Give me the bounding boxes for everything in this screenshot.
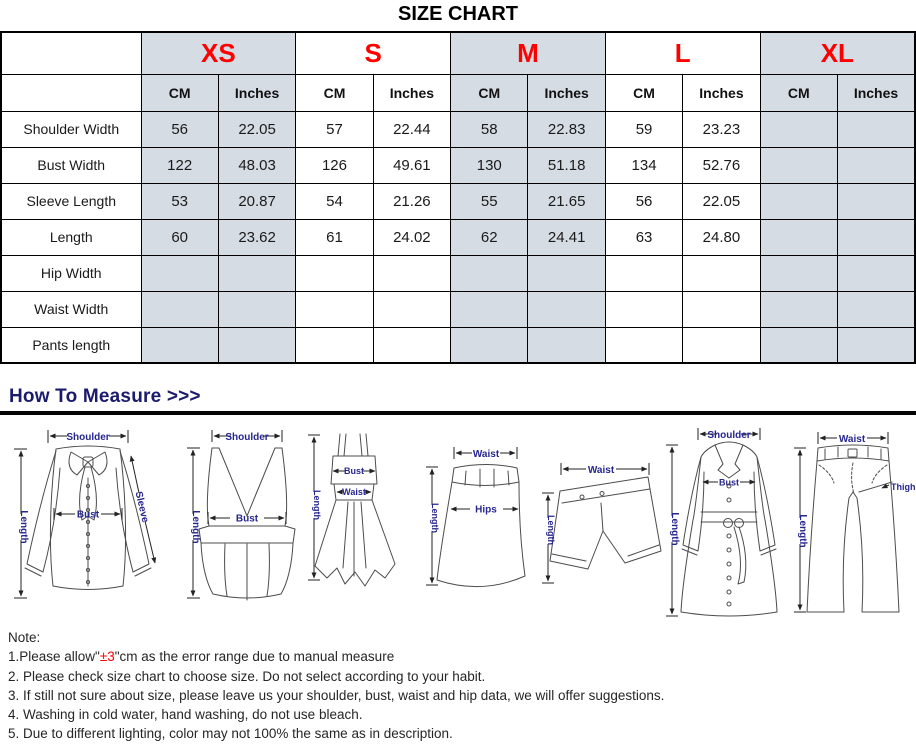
- value-cell: [838, 255, 915, 291]
- unit-header: CM: [760, 74, 837, 111]
- notes-heading: Note:: [8, 630, 41, 645]
- value-cell: 62: [451, 219, 528, 255]
- measure-label-length: Length: [669, 512, 680, 546]
- unit-header: Inches: [373, 74, 450, 111]
- measure-label-length: Length: [546, 515, 556, 545]
- value-cell: 22.83: [528, 111, 605, 147]
- section-divider: [0, 411, 916, 415]
- unit-header: CM: [605, 74, 682, 111]
- value-cell: [838, 327, 915, 363]
- pants-illustration: [792, 428, 916, 623]
- value-cell: [218, 291, 295, 327]
- value-cell: [373, 255, 450, 291]
- size-header-s: S: [296, 32, 451, 74]
- measure-label-bust: Bust: [719, 477, 739, 488]
- unit-header: CM: [451, 74, 528, 111]
- measure-label-shoulder: Shoulder: [225, 432, 269, 443]
- figure-skirt: [424, 443, 536, 608]
- value-cell: [838, 147, 915, 183]
- table-row: [1, 183, 915, 219]
- value-cell: 56: [141, 111, 218, 147]
- figure-vest: [183, 426, 305, 621]
- value-cell: 21.65: [528, 183, 605, 219]
- value-cell: [683, 291, 760, 327]
- value-cell: [838, 111, 915, 147]
- row-label: Waist Width: [1, 291, 141, 327]
- vest-illustration: [183, 426, 305, 616]
- table-row: [1, 111, 915, 147]
- table-row: [1, 147, 915, 183]
- value-cell: 53: [141, 183, 218, 219]
- measure-label-thigh: Thigh: [891, 482, 916, 492]
- figure-coat: [660, 424, 796, 629]
- unit-header: CM: [141, 74, 218, 111]
- coat-illustration: [660, 424, 796, 624]
- figure-blouse: [8, 426, 178, 627]
- size-header-xl: XL: [760, 32, 915, 74]
- value-cell: [760, 183, 837, 219]
- value-cell: [760, 255, 837, 291]
- row-label: Length: [1, 219, 141, 255]
- value-cell: [218, 327, 295, 363]
- value-cell: 126: [296, 147, 373, 183]
- size-header-row: [1, 32, 915, 74]
- value-cell: [838, 219, 915, 255]
- dress-illustration: [303, 428, 403, 618]
- corner-cell: [1, 32, 141, 74]
- unit-header: Inches: [838, 74, 915, 111]
- how-to-measure-heading: How To Measure >>>: [9, 386, 201, 407]
- value-cell: [373, 327, 450, 363]
- value-cell: [141, 255, 218, 291]
- measure-label-length: Length: [430, 503, 440, 533]
- table-row: [1, 327, 915, 363]
- note-line-4: 4. Washing in cold water, hand washing, do not use bleach.: [8, 707, 363, 723]
- measure-label-waist: Waist: [342, 487, 366, 497]
- value-cell: [683, 327, 760, 363]
- measure-label-shoulder: Shoulder: [707, 430, 751, 441]
- value-cell: [373, 291, 450, 327]
- value-cell: [218, 255, 295, 291]
- table-row: [1, 291, 915, 327]
- row-label: Sleeve Length: [1, 183, 141, 219]
- shorts-illustration: [540, 458, 665, 593]
- value-cell: [296, 327, 373, 363]
- value-cell: [605, 327, 682, 363]
- value-cell: 24.02: [373, 219, 450, 255]
- measure-label-length: Length: [18, 510, 29, 544]
- value-cell: 24.80: [683, 219, 760, 255]
- notes-section: [8, 628, 913, 744]
- value-cell: 23.23: [683, 111, 760, 147]
- size-chart-table: [0, 31, 916, 364]
- value-cell: 20.87: [218, 183, 295, 219]
- value-cell: [605, 291, 682, 327]
- value-cell: 122: [141, 147, 218, 183]
- measure-label-length: Length: [797, 514, 808, 548]
- value-cell: [760, 327, 837, 363]
- value-cell: [838, 183, 915, 219]
- value-cell: 63: [605, 219, 682, 255]
- value-cell: 52.76: [683, 147, 760, 183]
- size-header-l: L: [605, 32, 760, 74]
- value-cell: 54: [296, 183, 373, 219]
- value-cell: [760, 219, 837, 255]
- note-line-2: 2. Please check size chart to choose size. Do not select according to your habit.: [8, 668, 486, 684]
- blank-cell: [1, 74, 141, 111]
- value-cell: 56: [605, 183, 682, 219]
- value-cell: 51.18: [528, 147, 605, 183]
- measure-label-bust: Bust: [235, 513, 259, 525]
- value-cell: [141, 291, 218, 327]
- value-cell: [528, 291, 605, 327]
- value-cell: [528, 327, 605, 363]
- measure-label-waist: Waist: [587, 465, 615, 476]
- value-cell: [760, 147, 837, 183]
- value-cell: [296, 255, 373, 291]
- unit-header: Inches: [528, 74, 605, 111]
- value-cell: 24.41: [528, 219, 605, 255]
- unit-header: CM: [296, 74, 373, 111]
- value-cell: [683, 255, 760, 291]
- table-row: [1, 255, 915, 291]
- value-cell: 21.26: [373, 183, 450, 219]
- measure-label-shoulder: Shoulder: [66, 432, 110, 443]
- value-cell: [451, 327, 528, 363]
- value-cell: [528, 255, 605, 291]
- note-red-tolerance: ±3: [99, 649, 115, 665]
- value-cell: [141, 327, 218, 363]
- value-cell: [760, 291, 837, 327]
- note-line-5: 5. Due to different lighting, color may not 100% the same as in description.: [8, 726, 453, 742]
- value-cell: 22.44: [373, 111, 450, 147]
- row-label: Bust Width: [1, 147, 141, 183]
- page-title: SIZE CHART: [398, 3, 518, 25]
- value-cell: 59: [605, 111, 682, 147]
- measure-label-waist: Waist: [838, 434, 866, 445]
- value-cell: 22.05: [683, 183, 760, 219]
- measure-label-length: Length: [190, 510, 201, 544]
- measure-label-bust: Bust: [344, 466, 364, 476]
- value-cell: 49.61: [373, 147, 450, 183]
- figure-shorts: [540, 458, 665, 598]
- figure-pants: [792, 428, 916, 628]
- size-header-xs: XS: [141, 32, 296, 74]
- value-cell: 48.03: [218, 147, 295, 183]
- measure-label-length: Length: [312, 490, 322, 520]
- value-cell: [838, 291, 915, 327]
- measure-label-hips: Hips: [475, 504, 497, 516]
- value-cell: 61: [296, 219, 373, 255]
- value-cell: [451, 291, 528, 327]
- row-label: Pants length: [1, 327, 141, 363]
- size-header-m: M: [451, 32, 606, 74]
- value-cell: 60: [141, 219, 218, 255]
- unit-header: Inches: [683, 74, 760, 111]
- figure-dress: [303, 428, 403, 623]
- row-label: Shoulder Width: [1, 111, 141, 147]
- row-label: Hip Width: [1, 255, 141, 291]
- value-cell: [451, 255, 528, 291]
- measure-label-bust: Bust: [76, 509, 100, 521]
- value-cell: 58: [451, 111, 528, 147]
- note-line-3: 3. If still not sure about size, please leave us your shoulder, bust, waist and hip data, we will offer suggestions.: [8, 687, 665, 703]
- value-cell: 23.62: [218, 219, 295, 255]
- value-cell: 57: [296, 111, 373, 147]
- measure-label-sleeve: Sleeve: [132, 490, 151, 524]
- unit-header: Inches: [218, 74, 295, 111]
- unit-header-row: [1, 74, 915, 111]
- value-cell: 22.05: [218, 111, 295, 147]
- value-cell: 55: [451, 183, 528, 219]
- note-line-1: 1.Please allow"±3"cm as the error range due to manual measure: [8, 649, 395, 665]
- blouse-illustration: [8, 426, 178, 622]
- value-cell: [760, 111, 837, 147]
- skirt-illustration: [424, 443, 536, 603]
- value-cell: 130: [451, 147, 528, 183]
- measure-label-waist: Waist: [472, 449, 500, 460]
- value-cell: [296, 291, 373, 327]
- value-cell: [605, 255, 682, 291]
- table-row: [1, 219, 915, 255]
- value-cell: 134: [605, 147, 682, 183]
